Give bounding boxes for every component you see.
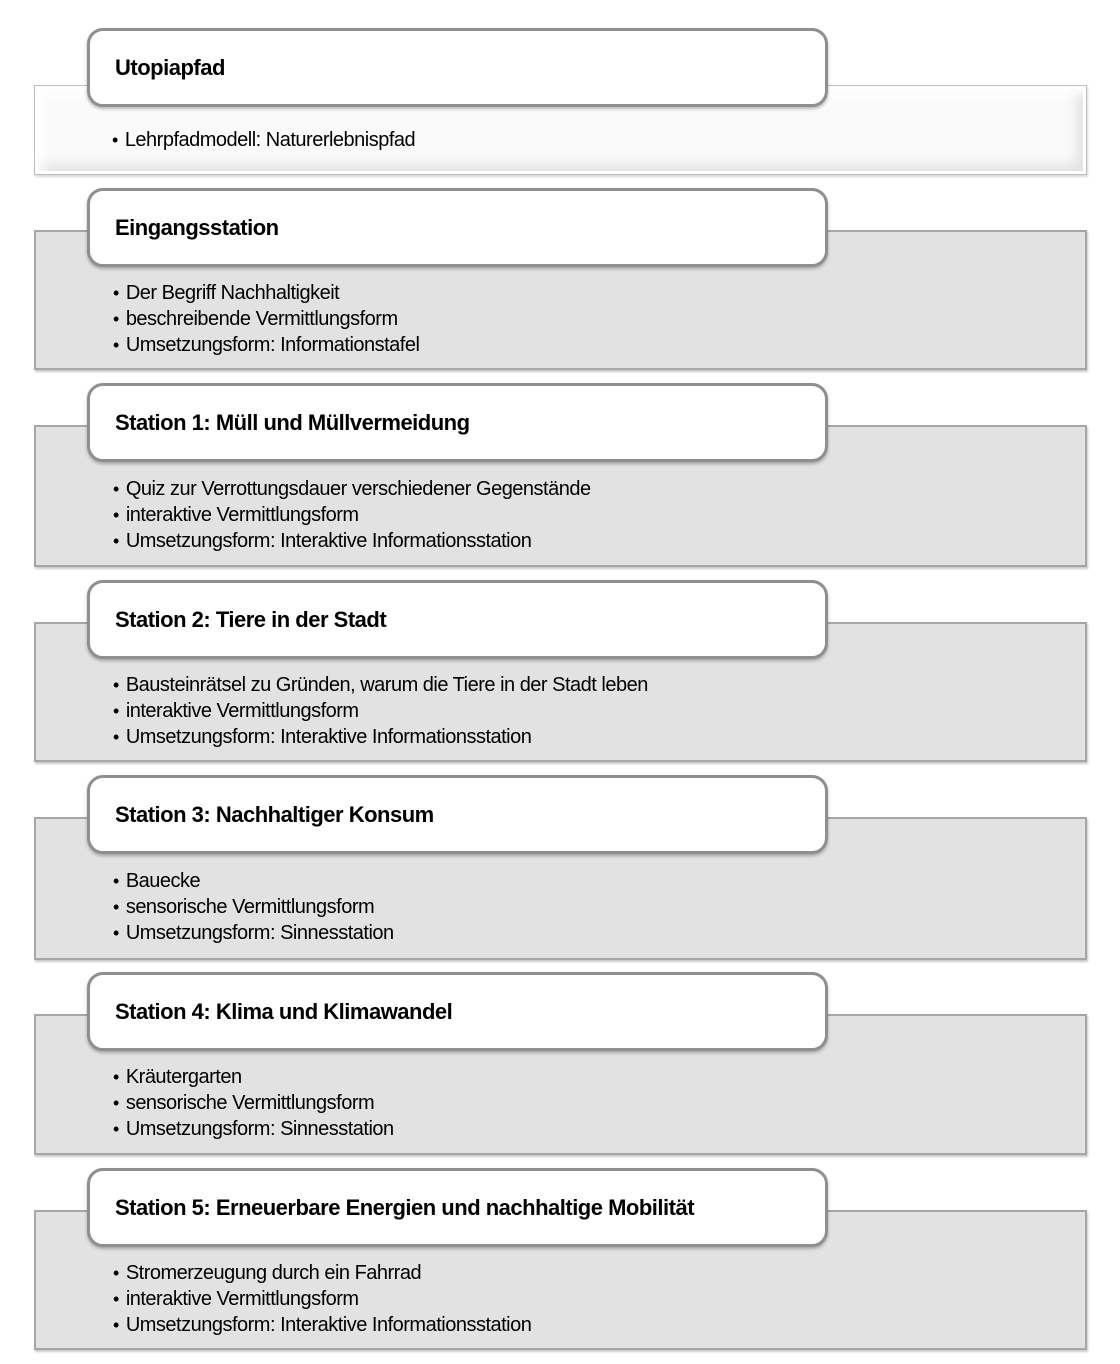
bullet-item [113,894,394,920]
bullet-item [113,1312,531,1338]
bullet-icon: • [113,726,119,747]
bullet-text: sensorische Vermittlungsform [125,1092,375,1114]
bullet-list [36,672,648,750]
bullet-text: Quiz zur Verrottungsdauer verschiedener Gegenstände [125,477,591,500]
bullet-item [113,1260,531,1286]
bullet-item [113,698,648,724]
bullet-list [36,280,419,358]
bullet-icon: • [113,1262,119,1283]
bullet-text: Umsetzungsform: Sinnesstation [125,922,394,944]
section-header [87,28,828,107]
bullet-item [113,1116,394,1142]
section-title: Station 2: Tiere in der Stadt [115,606,387,632]
bullet-item [113,280,419,306]
bullet-item [113,920,394,946]
bullet-item [113,1090,394,1116]
bullet-icon: • [113,897,119,917]
bullet-icon: • [113,478,119,499]
section-header [87,580,828,659]
section-header [87,775,828,854]
section-title: Station 4: Klima und Klimawandel [115,998,453,1024]
bullet-text: interaktive Vermittlungsform [125,503,359,526]
section-title: Station 3: Nachhaltiger Konsum [115,801,434,827]
bullet-list [36,476,591,554]
bullet-item [113,306,419,332]
bullet-icon: • [113,504,119,525]
bullet-icon: • [113,1067,119,1087]
bullet-text: Umsetzungsform: Interaktive Informationsstation [125,1313,532,1336]
bullet-item [113,1286,531,1312]
section-header [87,1168,828,1247]
bullet-icon: • [113,1093,119,1113]
bullet-text: Lehrpfadmodell: Naturerlebnispfad [124,129,416,151]
section-header [87,188,828,267]
bullet-icon: • [113,923,119,943]
bullet-item [113,476,591,502]
bullet-list [36,868,394,946]
bullet-text: Umsetzungsform: Sinnesstation [125,1118,394,1140]
bullet-text: beschreibende Vermittlungsform [125,307,398,330]
bullet-item [113,332,419,358]
bullet-text: Bausteinrätsel zu Gründen, warum die Tiere in der Stadt leben [125,673,648,696]
bullet-item [113,868,394,894]
bullet-icon: • [113,308,119,329]
bullet-icon: • [113,1314,119,1335]
bullet-list [35,127,415,153]
section-header [87,383,828,462]
bullet-icon: • [113,1288,119,1309]
bullet-icon: • [113,530,119,551]
bullet-icon: • [113,700,119,721]
bullet-text: sensorische Vermittlungsform [125,896,375,918]
bullet-text: Bauecke [125,870,201,892]
bullet-item [113,528,591,554]
bullet-text: Kräutergarten [125,1066,242,1088]
bullet-item [113,672,648,698]
section-header [87,972,828,1051]
section-title: Utopiapfad [115,54,225,80]
bullet-item [112,127,415,153]
bullet-list [36,1064,394,1142]
bullet-icon: • [113,871,119,891]
bullet-text: Umsetzungsform: Interaktive Informationsstation [125,529,532,552]
section-title: Station 1: Müll und Müllvermeidung [115,409,470,435]
bullet-icon: • [113,674,119,695]
bullet-icon: • [112,130,118,150]
bullet-item [113,724,648,750]
bullet-icon: • [113,1119,119,1139]
bullet-item [113,502,591,528]
bullet-icon: • [113,334,119,355]
bullet-text: interaktive Vermittlungsform [125,1287,359,1310]
bullet-text: interaktive Vermittlungsform [125,699,359,722]
bullet-text: Umsetzungsform: Interaktive Informationsstation [125,725,532,748]
bullet-text: Der Begriff Nachhaltigkeit [125,281,340,304]
section-title: Station 5: Erneuerbare Energien und nachhaltige Mobilität [115,1194,695,1220]
bullet-text: Stromerzeugung durch ein Fahrrad [125,1261,422,1284]
bullet-icon: • [113,282,119,303]
bullet-item [113,1064,394,1090]
section-title: Eingangsstation [115,214,279,240]
bullet-list [36,1260,531,1338]
bullet-text: Umsetzungsform: Informationstafel [125,333,420,356]
